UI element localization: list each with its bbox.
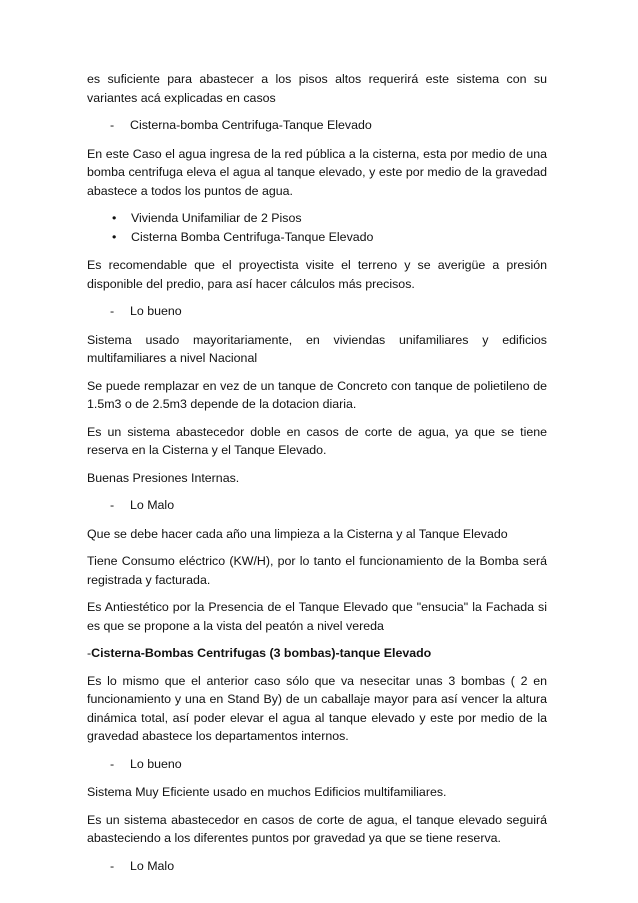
dash-marker: -: [110, 304, 115, 318]
dash-marker: -: [110, 118, 115, 132]
paragraph-aesthetic: Es Antiestético por la Presencia de el Tanque Elevado que "ensucia" la Fachada si es que se propone a la vista del peatón a nivel vereda: [87, 600, 547, 633]
paragraph-pressures: Buenas Presiones Internas.: [87, 470, 240, 485]
bullet-item-label: Cisterna Bomba Centrifuga-Tanque Elevado: [131, 230, 374, 244]
dash-item-lo-bueno-2: [87, 755, 547, 774]
bullet-item-label: Vivienda Unifamiliar de 2 Pisos: [131, 211, 302, 225]
dash-item-label: Lo Malo: [130, 858, 175, 873]
section-heading: [87, 644, 547, 663]
paragraph-description: En este Caso el agua ingresa de la red pública a la cisterna, esta por medio de una bomba centrifuga eleva el agua al tanque elevado, y este por medio de la gravedad abastece a todos los puntos de agua.: [87, 146, 547, 198]
dash-item-lo-bueno: [87, 302, 547, 321]
dash-marker: -: [110, 498, 115, 512]
paragraph-efficient: Sistema Muy Eficiente usado en muchos Edificios multifamiliares.: [87, 785, 447, 799]
paragraph-intro: es suficiente para abastecer a los pisos altos requerirá este sistema con su variantes acá explicadas en casos: [87, 72, 547, 105]
heading-text: Cisterna-Bombas Centrifugas (3 bombas)-tanque Elevado: [91, 646, 432, 660]
heading-prefix: -: [87, 646, 92, 660]
bullet-item-cisterna: [87, 228, 547, 247]
bullet-marker: •: [112, 230, 117, 244]
dash-item-label: Lo Malo: [130, 498, 175, 512]
document-page: [87, 70, 547, 885]
dash-marker: -: [110, 756, 115, 771]
bullet-marker: •: [112, 211, 117, 225]
paragraph-electric: Tiene Consumo eléctrico (KW/H), por lo tanto el funcionamiento de la Bomba será registrada y facturada.: [87, 554, 547, 587]
paragraph-reserve: Es un sistema abastecedor en casos de corte de agua, el tanque elevado seguirá abasteciendo a los diferentes puntos por gravedad ya que se tiene reserva.: [87, 812, 547, 845]
dash-item-label: Lo bueno: [130, 304, 182, 318]
dash-item-label: Cisterna-bomba Centrifuga-Tanque Elevado: [130, 118, 372, 132]
paragraph-three-pumps: Es lo mismo que el anterior caso sólo que va nesecitar unas 3 bombas ( 2 en funcionamiento y una en Stand By) de un caballaje mayor para así vencer la altura dinámica total, así poder elevar el agua al tanque elevado y este por medio de la gravedad abastece los departamentos internos.: [87, 673, 547, 743]
paragraph-replacement: Se puede remplazar en vez de un tanque de Concreto con tanque de polietileno de 1.5m3 o de 2.5m3 depende de la dotacion diaria.: [87, 378, 547, 411]
paragraph-cleaning: Que se debe hacer cada año una limpieza a la Cisterna y al Tanque Elevado: [87, 526, 508, 541]
dash-item-label: Lo bueno: [130, 756, 182, 771]
paragraph-usage: Sistema usado mayoritariamente, en viviendas unifamiliares y edificios multifamiliares a nivel Nacional: [87, 332, 547, 365]
dash-item-lo-malo-2: [87, 857, 547, 876]
dash-marker: -: [110, 858, 115, 873]
paragraph-recommendation: Es recomendable que el proyectista visite el terreno y se averigüe a presión disponible del predio, para así hacer cálculos más precisos.: [87, 258, 547, 291]
paragraph-double-supply: Es un sistema abastecedor doble en casos de corte de agua, ya que se tiene reserva en la Cisterna y el Tanque Elevado.: [87, 424, 547, 457]
dash-item-lo-malo: [87, 496, 547, 515]
bullet-item-vivienda: [87, 209, 547, 228]
bullet-list: [87, 209, 547, 247]
dash-item-cisterna-bomba: [87, 116, 547, 135]
